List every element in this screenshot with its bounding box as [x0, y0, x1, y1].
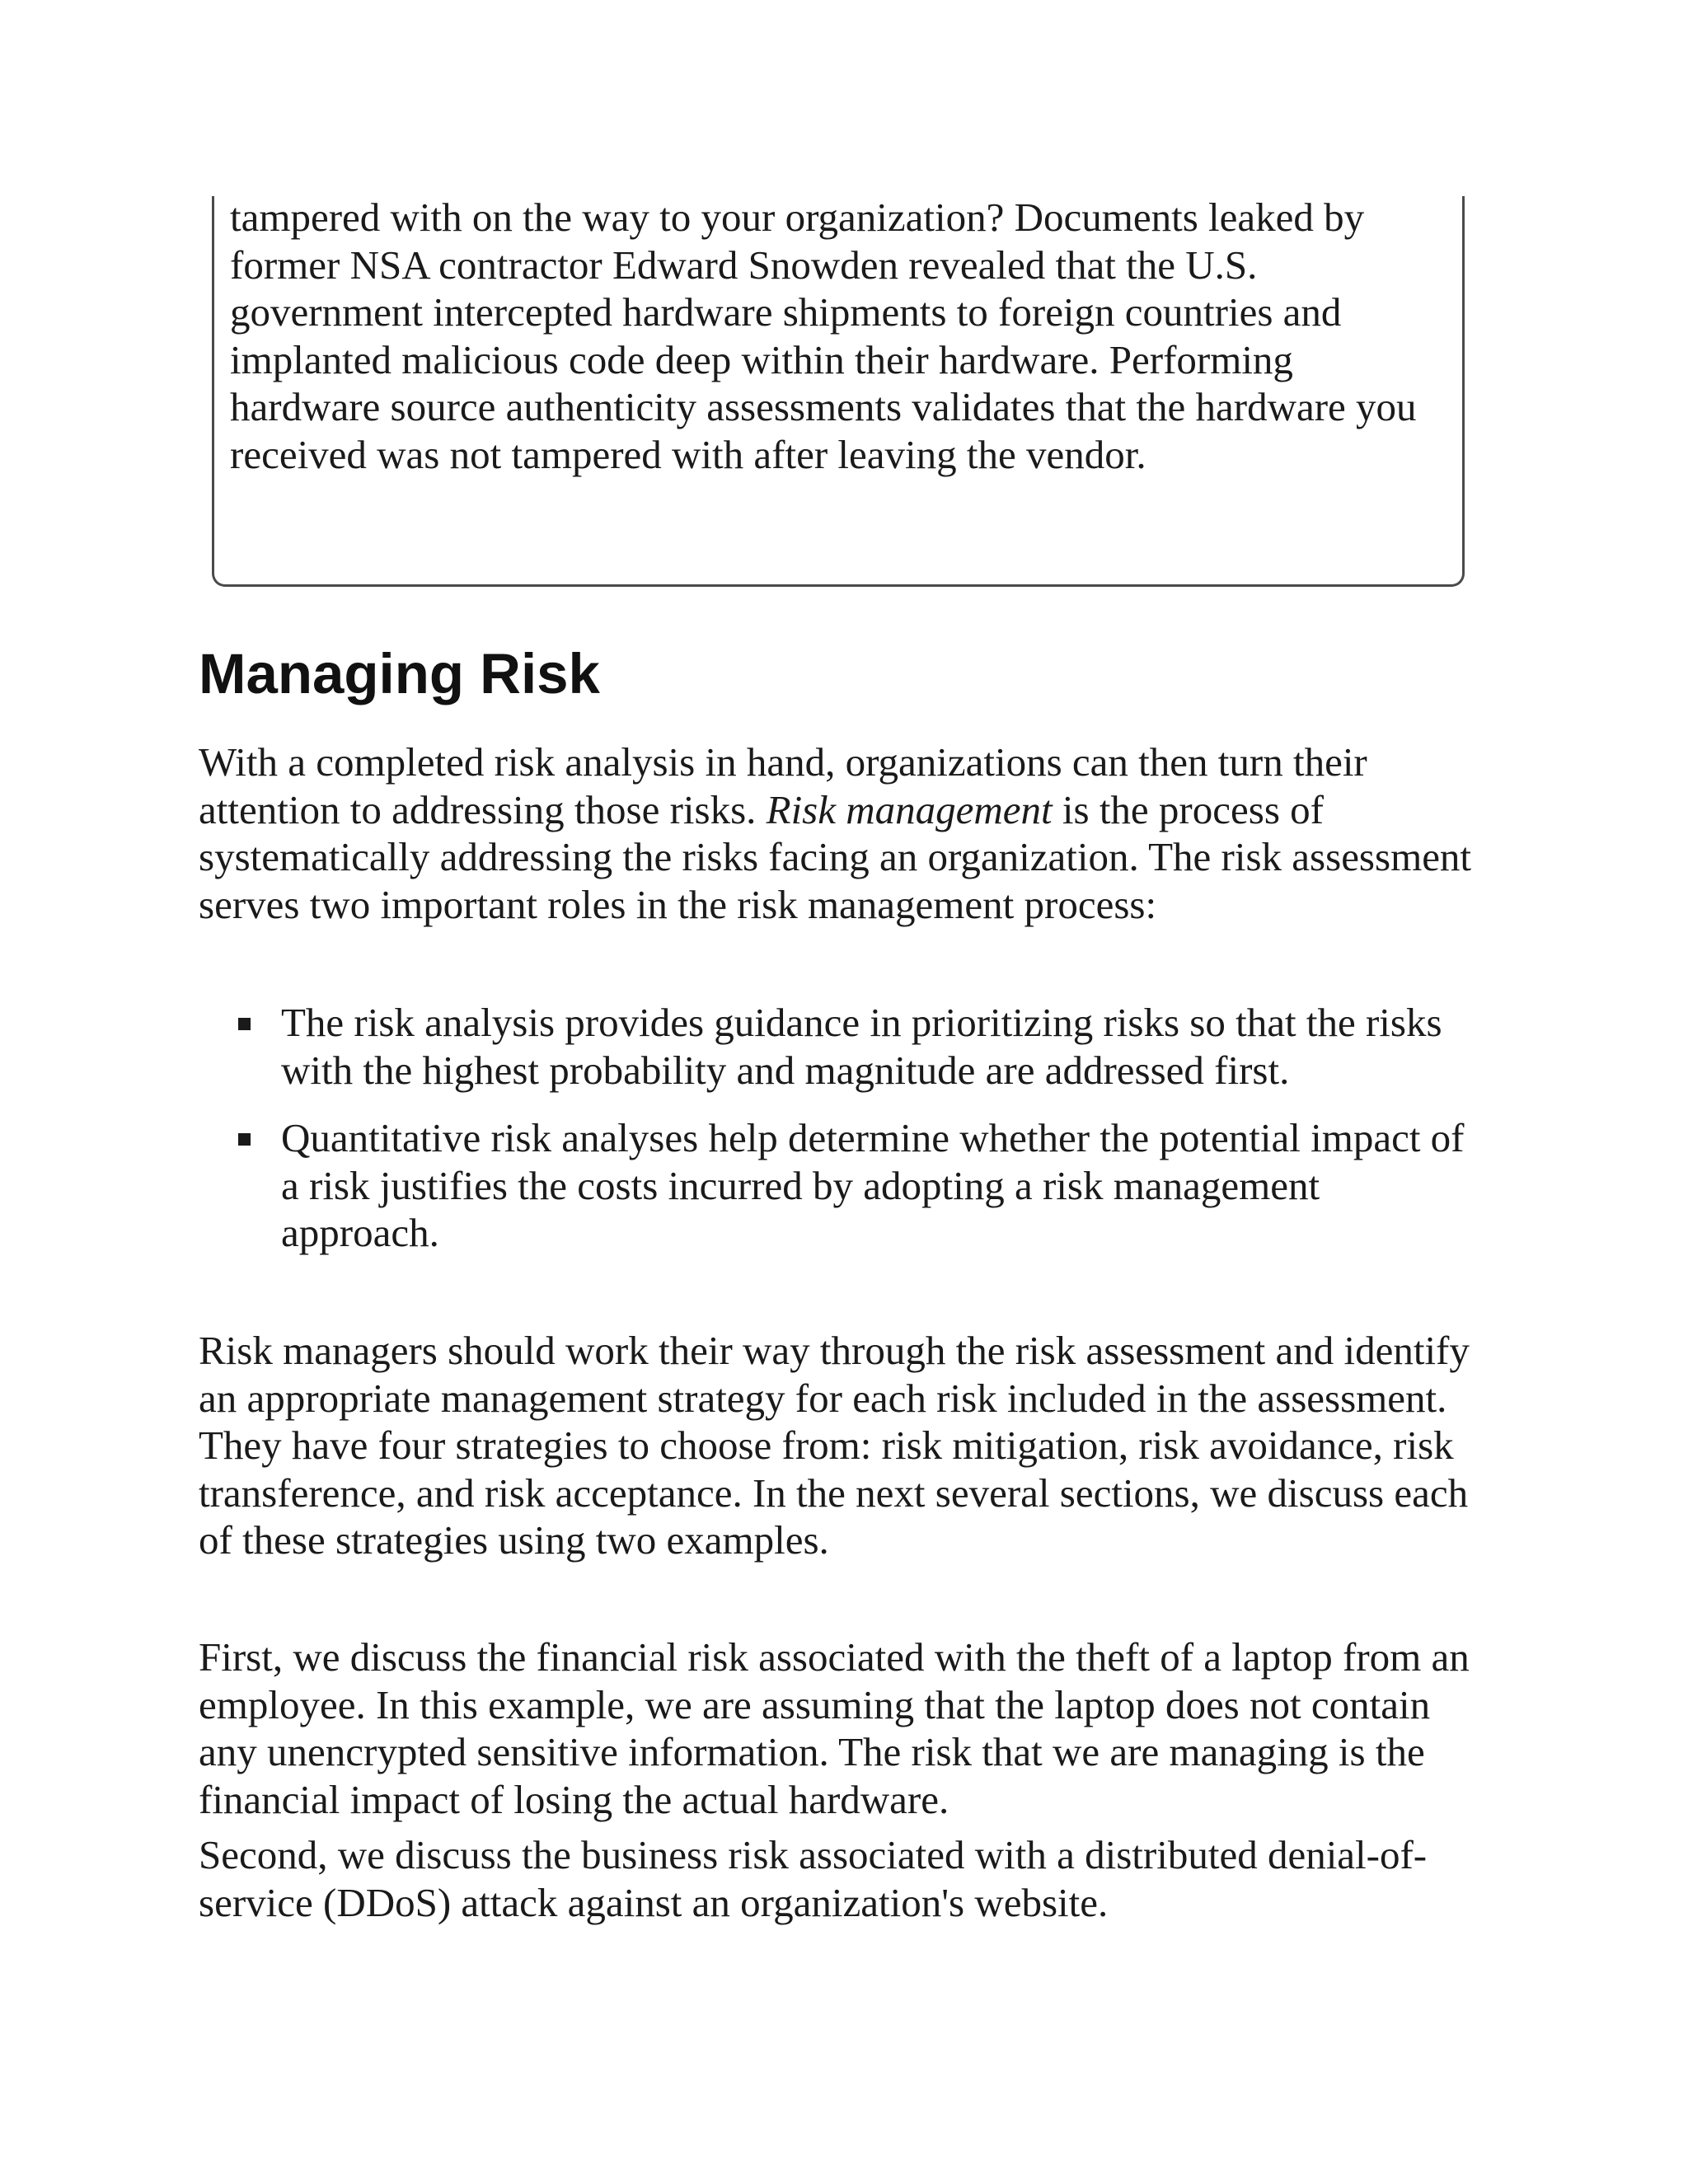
bullet-list	[199, 999, 1484, 1277]
intro-term: Risk management	[766, 786, 1053, 832]
intro-paragraph	[199, 738, 1484, 928]
list-item-text: Quantitative risk analyses help determine whether the potential impact of a risk justifies the costs incurred by adopting a risk management approach.	[281, 1115, 1465, 1255]
square-bullet-icon	[238, 1133, 251, 1146]
intro-text-start: With a completed risk analysis in hand, organizations can then turn their attention to addressing those risks.	[199, 739, 1367, 832]
body-paragraph: First, we discuss the financial risk associated with the theft of a laptop from an employee. In this example, we are assuming that the laptop does not contain any unencrypted sensitive information. The risk that we are managing is the financial impact of losing the actual hardware.	[199, 1634, 1470, 1822]
body-paragraph: Second, we discuss the business risk associated with a distributed denial-of-service (DDoS) attack against an organization's website.	[199, 1832, 1428, 1925]
sidebar-paragraph: tampered with on the way to your organization? Documents leaked by former NSA contractor Edward Snowden revealed that the U.S. government intercepted hardware shipments to foreign countries and implanted malicious code deep within their hardware. Performing hardware source authenticity assessments validates that the hardware you received was not tampered with after leaving the vendor.	[230, 194, 1417, 477]
square-bullet-icon	[238, 1018, 251, 1030]
intro-text-end: is the process of systematically addressing the risks facing an organization. The risk assessment serves two important roles in the risk management process:	[199, 786, 1472, 927]
list-item	[199, 1114, 1484, 1257]
section-heading: Managing Risk	[199, 642, 600, 705]
list-item-text: The risk analysis provides guidance in prioritizing risks so that the risks with the highest probability and magnitude are addressed first.	[281, 1000, 1442, 1093]
list-item	[199, 999, 1484, 1094]
body-paragraph: Risk managers should work their way through the risk assessment and identify an appropriate management strategy for each risk included in the assessment. They have four strategies to choose from: risk mitigation, risk avoidance, risk transference, and risk acceptance. In the next several sections, we discuss each of these strategies using two examples.	[199, 1328, 1470, 1563]
